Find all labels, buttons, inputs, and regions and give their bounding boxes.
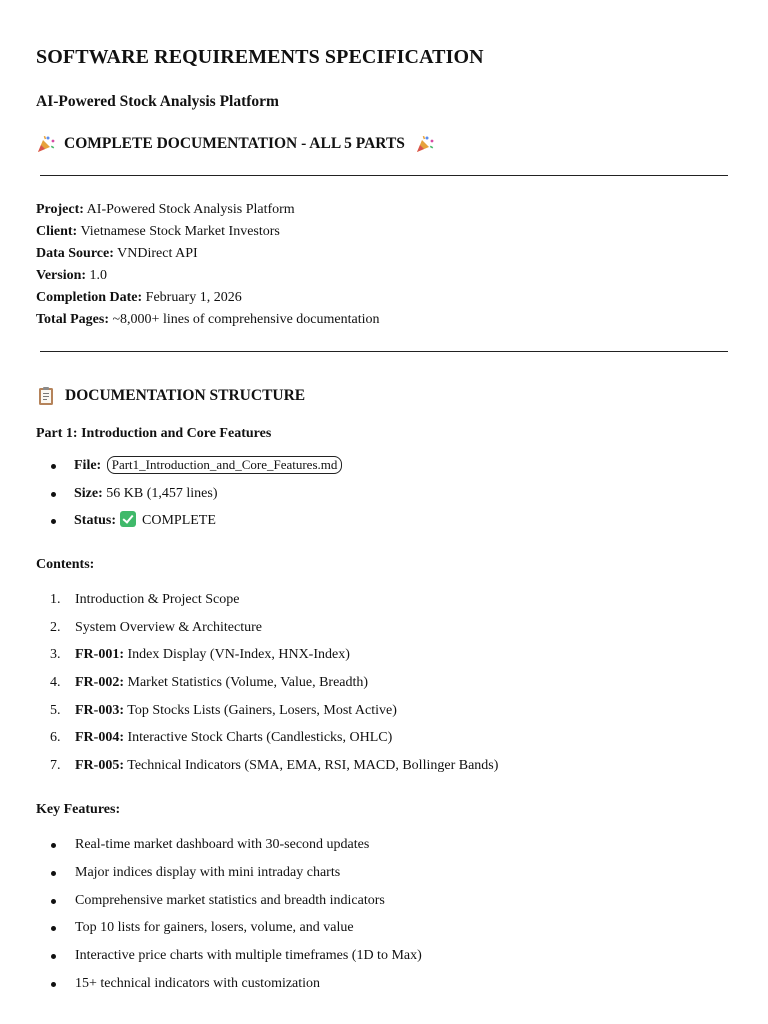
meta-row-completion-date: Completion Date: February 1, 2026 (36, 290, 242, 305)
list-item-status: Status: COMPLETE (36, 507, 342, 535)
divider (40, 175, 728, 176)
contents-list (36, 586, 498, 780)
document-title: SOFTWARE REQUIREMENTS SPECIFICATION (36, 46, 484, 68)
file-name-code: Part1_Introduction_and_Core_Features.md (107, 456, 343, 474)
meta-row-version: Version: 1.0 (36, 268, 108, 283)
part-details-list (36, 452, 342, 535)
party-popper-icon (36, 135, 56, 153)
meta-row-project: Project: AI-Powered Stock Analysis Platform (36, 202, 295, 217)
list-item: Top 10 lists for gainers, losers, volume, and value (36, 914, 422, 942)
list-item: 3. FR-001: Index Display (VN-Index, HNX-Index) (50, 647, 350, 663)
list-item: 15+ technical indicators with customization (36, 970, 422, 998)
list-item: 4. FR-002: Market Statistics (Volume, Value, Breadth) (50, 675, 369, 691)
party-popper-icon (415, 135, 435, 153)
key-features-heading: Key Features: (36, 802, 121, 817)
meta-row-client: Client: Vietnamese Stock Market Investors (36, 224, 280, 239)
part-title: Part 1: Introduction and Core Features (36, 426, 272, 441)
list-item-file: File: Part1_Introduction_and_Core_Features.md (36, 452, 342, 480)
list-item: 1. Introduction & Project Scope (50, 592, 240, 607)
meta-row-total-pages: Total Pages: ~8,000+ lines of comprehensive documentation (36, 312, 380, 327)
list-item: 2. System Overview & Architecture (50, 619, 263, 635)
list-item: Comprehensive market statistics and breadth indicators (36, 887, 422, 915)
divider (40, 351, 728, 352)
status-value: COMPLETE (142, 513, 216, 528)
clipboard-icon (36, 386, 56, 406)
meta-row-data-source: Data Source: VNDirect API (36, 246, 198, 261)
section-heading-text: DOCUMENTATION STRUCTURE (65, 387, 306, 404)
list-item: Real-time market dashboard with 30-second updates (36, 831, 422, 859)
list-item: Interactive price charts with multiple timeframes (1D to Max) (36, 942, 422, 970)
banner-text: COMPLETE DOCUMENTATION - ALL 5 PARTS (64, 135, 405, 152)
contents-heading: Contents: (36, 557, 95, 572)
key-features-list (36, 831, 422, 998)
document-subtitle: AI-Powered Stock Analysis Platform (36, 93, 279, 110)
list-item-size: Size: 56 KB (1,457 lines) (36, 480, 342, 508)
list-item: 6. FR-004: Interactive Stock Charts (Candlesticks, OHLC) (50, 730, 393, 746)
list-item: 7. FR-005: Technical Indicators (SMA, EMA, RSI, MACD, Bollinger Bands) (50, 758, 499, 774)
project-metadata (36, 199, 380, 331)
section-heading (36, 386, 305, 406)
completion-banner (36, 135, 435, 153)
list-item: 5. FR-003: Top Stocks Lists (Gainers, Losers, Most Active) (50, 702, 397, 718)
check-mark-icon (120, 511, 136, 527)
list-item: Major indices display with mini intraday charts (36, 859, 422, 887)
